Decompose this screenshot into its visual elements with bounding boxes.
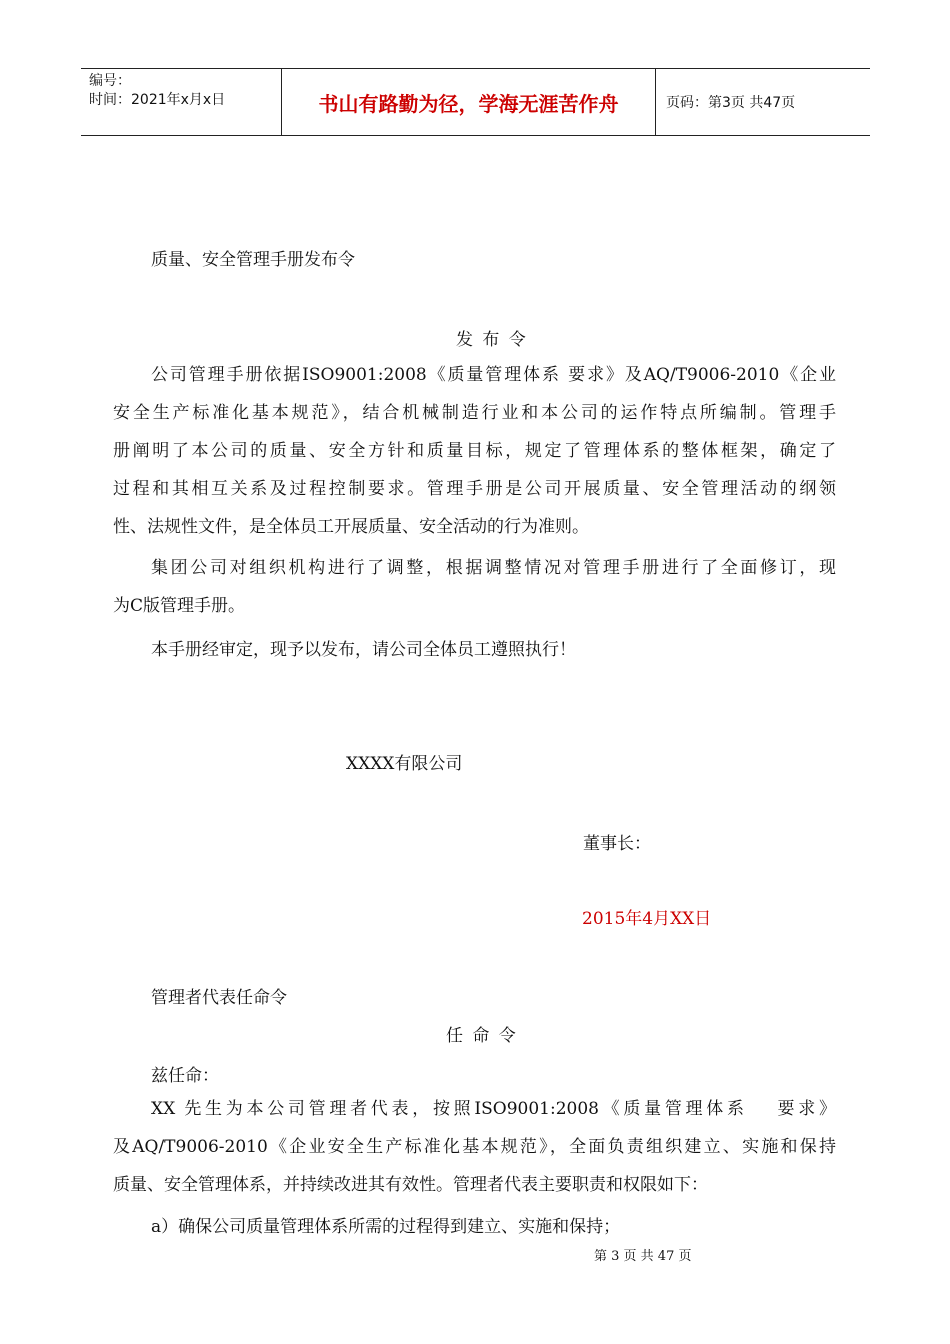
header-time: 时间：2021年x月x日: [89, 92, 226, 108]
page-footer: 第 3 页 共 47 页: [594, 1249, 692, 1264]
section1-heading: 质量、安全管理手册发布令: [151, 250, 355, 270]
section1-paragraph-2: [113, 549, 836, 625]
section2-title: 任 命 令: [446, 1026, 518, 1046]
text-line: XX 先生为本公司管理者代表，按照ISO9001:2008《质量管理体系 要求》: [151, 1099, 836, 1119]
chairman-label: 董事长：: [583, 834, 651, 854]
text-line: 册阐明了本公司的质量、安全方针和质量目标，规定了管理体系的整体框架，确定了: [113, 441, 836, 461]
company-name: XXXX有限公司: [346, 754, 463, 774]
section2-heading: 管理者代表任命令: [151, 988, 287, 1008]
header-number: 编号：: [89, 73, 131, 89]
header-page-number: 页码：第3页 共47页: [666, 95, 796, 111]
text-line: 公司管理手册依据ISO9001:2008《质量管理体系 要求》及AQ/T9006-2010《企业: [151, 365, 836, 385]
text-line: 为C版管理手册。: [113, 596, 246, 616]
text-line: 过程和其相互关系及过程控制要求。管理手册是公司开展质量、安全管理活动的纲领: [113, 479, 836, 499]
issue-date: 2015年4月XX日: [582, 909, 712, 929]
header-motto: 书山有路勤为径，学海无涯苦作舟: [282, 69, 656, 135]
header-meta: [81, 69, 282, 135]
text-line: 安全生产标准化基本规范》，结合机械制造行业和本公司的运作特点所编制。管理手: [113, 403, 836, 423]
section1-paragraph-1: [113, 356, 836, 546]
section2-intro: 兹任命：: [151, 1066, 219, 1086]
section2-paragraph-1: [113, 1090, 836, 1204]
text-line: 性、法规性文件，是全体员工开展质量、安全活动的行为准则。: [113, 517, 589, 537]
text-line: 及AQ/T9006-2010《企业安全生产标准化基本规范》，全面负责组织建立、实施和保持: [113, 1137, 836, 1157]
text-line: 集团公司对组织机构进行了调整，根据调整情况对管理手册进行了全面修订，现: [151, 558, 836, 578]
page-header: [81, 68, 870, 136]
section1-paragraph-3: 本手册经审定，现予以发布，请公司全体员工遵照执行！: [151, 640, 576, 660]
section1-title: 发 布 令: [456, 330, 528, 350]
text-line: 质量、安全管理体系，并持续改进其有效性。管理者代表主要职责和权限如下：: [113, 1175, 708, 1195]
section2-item-a: a）确保公司质量管理体系所需的过程得到建立、实施和保持；: [151, 1217, 621, 1237]
